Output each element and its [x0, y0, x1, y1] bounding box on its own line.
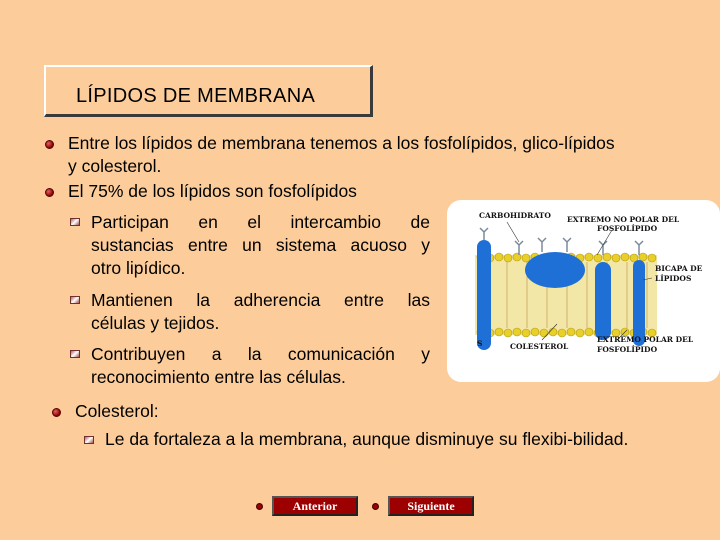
protein-left — [477, 240, 491, 350]
next-dot-icon — [372, 503, 379, 510]
slide-title: LÍPIDOS DE MEMBRANA — [76, 85, 316, 107]
membrane-diagram — [447, 200, 720, 382]
prev-button[interactable] — [256, 496, 360, 518]
label-extremo-polar-1: EXTREMO POLAR DEL — [597, 335, 694, 344]
protein-center-right — [595, 262, 611, 340]
protein-right — [633, 260, 645, 346]
label-carbohidrato: CARBOHIDRATO — [479, 211, 551, 220]
bullet-text-2: El 75% de los lípidos son fosfolípidos — [68, 181, 357, 201]
sub-bullet-1-line3: otro lipídico. — [91, 258, 186, 278]
label-bicapa-2: LÍPIDOS — [655, 274, 692, 283]
sub-bullet-2-line2: células y tejidos. — [91, 313, 220, 333]
label-bicapa-1: BICAPA DE — [655, 264, 703, 273]
bullet-icon — [45, 188, 54, 197]
label-extremo-no-polar-1: EXTREMO NO POLAR DEL — [567, 215, 680, 224]
sub-bullet-3-line1: Contribuyen a la comunicación y — [91, 344, 430, 364]
slide-title-box — [44, 65, 373, 117]
sub-bullet-1-line1: Participan en el intercambio de — [91, 212, 430, 232]
sub-bullet-2-line1: Mantienen la adherencia entre las — [91, 290, 430, 310]
sub-bullet-icon — [70, 218, 81, 227]
sub-bullet-3-line2: reconocimiento entre las células. — [91, 367, 346, 387]
next-button[interactable] — [372, 496, 476, 518]
bullet-icon — [52, 408, 61, 417]
label-colesterol: COLESTEROL — [510, 342, 569, 351]
label-s: S — [477, 339, 483, 348]
prev-dot-icon — [256, 503, 263, 510]
bullet-text-1a: Entre los lípidos de membrana tenemos a los fosfolípidos, glico-lípidos — [68, 133, 615, 153]
label-extremo-polar-2: FOSFOLÍPIDO — [597, 345, 658, 354]
sub-bullet-icon — [70, 296, 81, 305]
prev-button-label: Anterior — [272, 496, 358, 516]
colesterol-text: Le da fortaleza a la membrana, aunque disminuye su flexibi-bilidad. — [105, 429, 629, 449]
colesterol-heading: Colesterol: — [75, 401, 159, 421]
bullet-icon — [45, 140, 54, 149]
protein-center — [525, 252, 585, 288]
bullet-text-1b: y colesterol. — [68, 156, 162, 176]
sub-bullet-icon — [84, 436, 95, 445]
next-button-label: Siguiente — [388, 496, 474, 516]
lipid-bilayer-illustration — [447, 200, 720, 382]
label-extremo-no-polar-2: FOSFOLÍPIDO — [597, 224, 658, 233]
sub-bullet-1-line2: sustancias entre un sistema acuoso y — [91, 235, 430, 255]
sub-bullet-icon — [70, 350, 81, 359]
